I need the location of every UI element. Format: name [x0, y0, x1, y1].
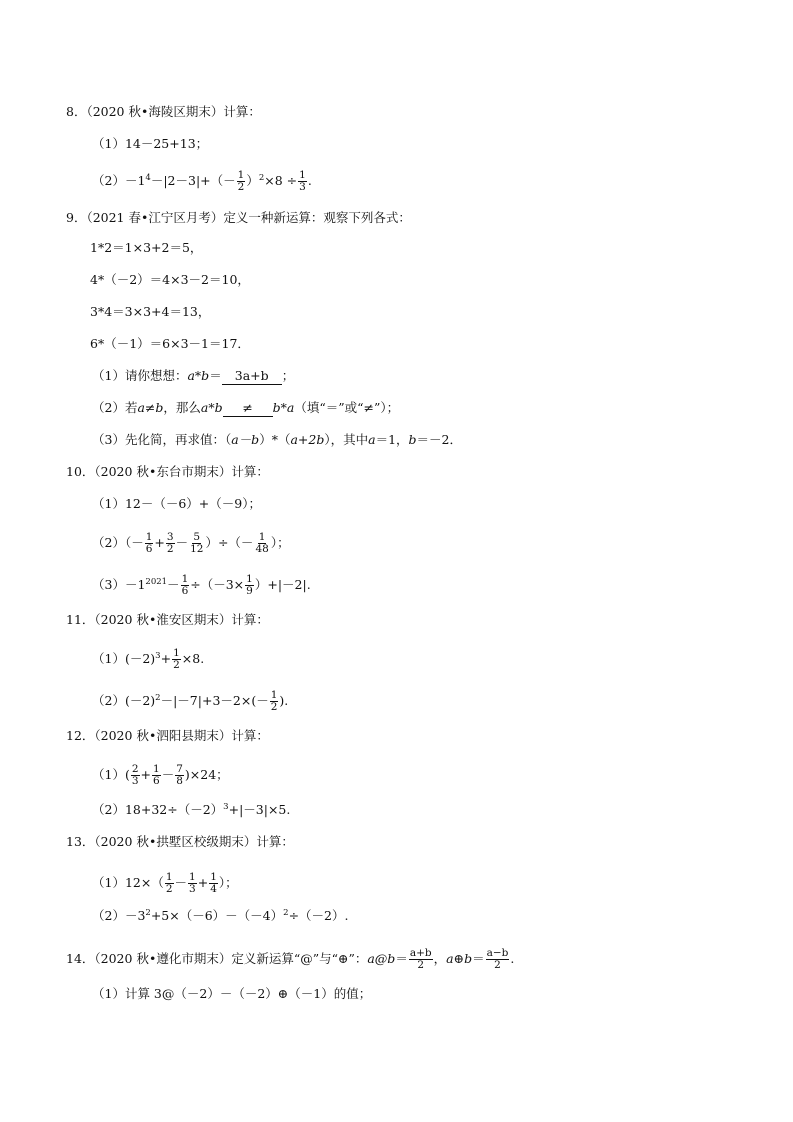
- example-text: 1*2＝1×3+2＝5，: [90, 240, 203, 255]
- expr-text: （3）－1: [92, 577, 146, 592]
- numerator: 1: [210, 871, 217, 883]
- expr-text: ×8 ÷: [264, 173, 298, 188]
- fraction: [254, 532, 269, 555]
- denominator: 9: [246, 585, 253, 597]
- numerator: 2: [131, 763, 139, 775]
- denominator: 4: [210, 883, 217, 895]
- denominator: 6: [153, 775, 160, 787]
- fraction: [237, 170, 246, 193]
- question-9-example-3: [90, 304, 210, 320]
- question-13-part-2: [92, 908, 348, 924]
- variable: a*b: [187, 368, 210, 383]
- denominator: 3: [189, 883, 196, 895]
- answer-blank: ≠: [223, 400, 273, 417]
- variable: a+2b: [290, 432, 325, 447]
- question-13-text: 13．（2020 秋•拱墅区校级期末）计算：: [66, 834, 294, 849]
- question-11-heading: [66, 612, 269, 628]
- expr-text: ＝: [472, 951, 485, 966]
- denominator: 2: [417, 959, 425, 971]
- expr-text: ；: [281, 368, 295, 383]
- expr-text: （2）－3: [92, 908, 146, 923]
- expr-text: ＝: [209, 368, 222, 383]
- expr-text: ）+|－2|.: [254, 577, 311, 592]
- numerator: 1: [181, 573, 189, 585]
- denominator: 2: [494, 959, 501, 971]
- expr-text: （2）若: [92, 400, 138, 415]
- question-10-part-3: [92, 574, 311, 597]
- variable: a⊕b: [446, 951, 473, 966]
- expr-text: （1）12×（: [92, 875, 164, 890]
- denominator: 3: [299, 181, 306, 193]
- operator: +: [140, 767, 152, 782]
- fraction: [145, 532, 154, 555]
- expr-text: ）；: [270, 535, 290, 550]
- numerator: 5: [193, 531, 201, 543]
- exponent: 2: [145, 907, 151, 918]
- numerator: a−b: [486, 947, 509, 959]
- operator: －: [174, 875, 188, 890]
- numerator: 1: [173, 647, 180, 659]
- question-11-text: 11．（2020 秋•淮安区期末）计算：: [66, 612, 269, 627]
- question-8-text: 8．（2020 秋•海陵区期末）计算：: [66, 104, 261, 119]
- question-9-part-1: [92, 368, 294, 385]
- expr-text: .: [307, 173, 312, 188]
- question-14-heading: [66, 948, 514, 971]
- example-text: 3*4＝3×3+4＝13，: [90, 304, 211, 319]
- question-8-part-1-text: （1）14－25+13；: [92, 136, 209, 151]
- exponent: 2021: [145, 576, 168, 587]
- expr-text: ）÷（－: [205, 535, 254, 550]
- exponent: 2: [283, 907, 289, 918]
- operator: +: [197, 875, 209, 890]
- expr-text: ）: [246, 173, 259, 188]
- expr-text: ).: [279, 693, 289, 708]
- denominator: 48: [255, 543, 269, 555]
- question-12-part-2: [92, 802, 290, 818]
- expr-text: －: [167, 577, 180, 592]
- expr-text: －|－7|+3－2×(－: [160, 693, 269, 708]
- expr-text: ，那么: [163, 400, 201, 415]
- numerator: 3: [166, 531, 174, 543]
- numerator: 1: [145, 531, 153, 543]
- fraction: [172, 648, 181, 671]
- expr-text: ），其中: [324, 432, 369, 447]
- question-11-part-2: [92, 690, 288, 713]
- example-text: 4*（－2）＝4×3－2＝10，: [90, 272, 250, 287]
- fraction: [298, 170, 307, 193]
- question-9-part-3: [92, 432, 462, 448]
- variable: a: [368, 432, 376, 447]
- expr-text: 14．（2020 秋•遵化市期末）定义新运算“@”与“⊕”：: [66, 951, 368, 966]
- question-13-part-1: [92, 872, 238, 895]
- fraction: [175, 764, 184, 787]
- expr-text: ＝1，: [375, 432, 409, 447]
- question-9-part-2: [92, 400, 399, 417]
- fraction: [189, 532, 204, 555]
- variable: a@b: [367, 951, 396, 966]
- expr-text: （2）（－: [92, 535, 144, 550]
- exponent: 2: [155, 692, 161, 703]
- denominator: 6: [145, 543, 153, 555]
- question-10-text: 10．（2020 秋•东台市期末）计算：: [66, 464, 269, 479]
- numerator: 1: [189, 871, 196, 883]
- denominator: 2: [165, 883, 173, 895]
- expr-text: +|－3|×5.: [228, 802, 291, 817]
- fraction: [209, 872, 218, 895]
- expr-text: （1）(－2): [92, 651, 156, 666]
- numerator: 1: [270, 689, 278, 701]
- fraction: [270, 690, 279, 713]
- fraction: [166, 532, 175, 555]
- denominator: 8: [176, 775, 183, 787]
- expr-text: ）*（: [259, 432, 291, 447]
- numerator: 1: [165, 871, 173, 883]
- question-9-text: 9．（2021 春•江宁区月考）定义一种新运算：观察下列各式：: [66, 210, 411, 225]
- question-9-example-2: [90, 272, 250, 288]
- expr-text: ÷（－2）.: [288, 908, 349, 923]
- expr-text: ×8.: [181, 651, 205, 666]
- numerator: 7: [176, 763, 183, 775]
- expr-text: ＝: [395, 951, 408, 966]
- question-10-heading: [66, 464, 269, 480]
- expr-text: （2）－1: [92, 173, 146, 188]
- question-8-heading: [66, 104, 261, 120]
- exponent: 4: [145, 172, 151, 183]
- expr-text: （填“＝”或“≠”）；: [294, 400, 400, 415]
- operator: －: [161, 767, 175, 782]
- numerator: 1: [153, 763, 160, 775]
- question-8-part-2: [92, 170, 312, 193]
- variable: b*a: [272, 400, 295, 415]
- exponent: 3: [155, 650, 161, 661]
- denominator: 6: [181, 585, 189, 597]
- fraction: [188, 872, 197, 895]
- expr-text: ＝－2．: [416, 432, 462, 447]
- fraction: [131, 764, 140, 787]
- question-12-heading: [66, 728, 269, 744]
- question-9-heading: [66, 210, 411, 226]
- denominator: 2: [237, 181, 245, 193]
- expr-text: （2）(－2): [92, 693, 156, 708]
- expr-text: （1）请你想想：: [92, 368, 188, 383]
- variable: b: [408, 432, 417, 447]
- expr-text: （2）18+32÷（－2）: [92, 802, 224, 817]
- expr-text: .: [510, 951, 515, 966]
- fraction: [165, 872, 174, 895]
- expr-text: （1）(: [92, 767, 130, 782]
- expr-text: －|2－3|+（－: [150, 173, 236, 188]
- expr-text: )×24；: [184, 767, 229, 782]
- question-10-part-2: [92, 532, 290, 555]
- denominator: 2: [173, 659, 180, 671]
- denominator: 12: [190, 543, 204, 555]
- answer-blank: 3a+b: [222, 368, 282, 385]
- question-13-heading: [66, 834, 294, 850]
- question-14-part-1: [92, 986, 371, 1002]
- variable: a≠b: [137, 400, 164, 415]
- fraction: [486, 948, 510, 971]
- expr-text: ，: [433, 951, 447, 966]
- numerator: 1: [246, 573, 253, 585]
- expr-text: ÷（－3×: [190, 577, 245, 592]
- numerator: 1: [299, 169, 306, 181]
- numerator: 1: [237, 169, 245, 181]
- example-text: 6*（－1）＝6×3－1＝17．: [90, 336, 250, 351]
- numerator: 1: [258, 531, 266, 543]
- exponent: 2: [258, 172, 265, 183]
- question-14-part-1-text: （1）计算 3@（－2）－（－2）⊕（－1）的值；: [92, 986, 372, 1001]
- fraction: [181, 574, 190, 597]
- question-12-text: 12．（2020 秋•泗阳县期末）计算：: [66, 728, 269, 743]
- question-9-example-1: [90, 240, 202, 256]
- expr-text: ）；: [218, 875, 238, 890]
- variable: a*b: [200, 400, 223, 415]
- question-8-part-1: [92, 136, 208, 152]
- expr-text: （3）先化简，再求值：（: [92, 432, 232, 447]
- exponent: 3: [223, 801, 229, 812]
- fraction: [152, 764, 161, 787]
- numerator: a+b: [409, 947, 432, 959]
- variable: a－b: [231, 432, 260, 447]
- operator: +: [154, 535, 165, 550]
- denominator: 3: [131, 775, 139, 787]
- fraction: [409, 948, 433, 971]
- fraction: [245, 574, 254, 597]
- operator: －: [175, 535, 189, 550]
- denominator: 2: [270, 701, 278, 713]
- expr-text: +5×（－6）－（－4）: [150, 908, 284, 923]
- question-9-example-4: [90, 336, 250, 352]
- question-11-part-1: [92, 648, 204, 671]
- question-12-part-1: [92, 764, 229, 787]
- denominator: 2: [166, 543, 174, 555]
- question-10-part-1-text: （1）12－（－6）+（－9）；: [92, 496, 261, 511]
- operator: +: [160, 651, 172, 666]
- question-10-part-1: [92, 496, 261, 512]
